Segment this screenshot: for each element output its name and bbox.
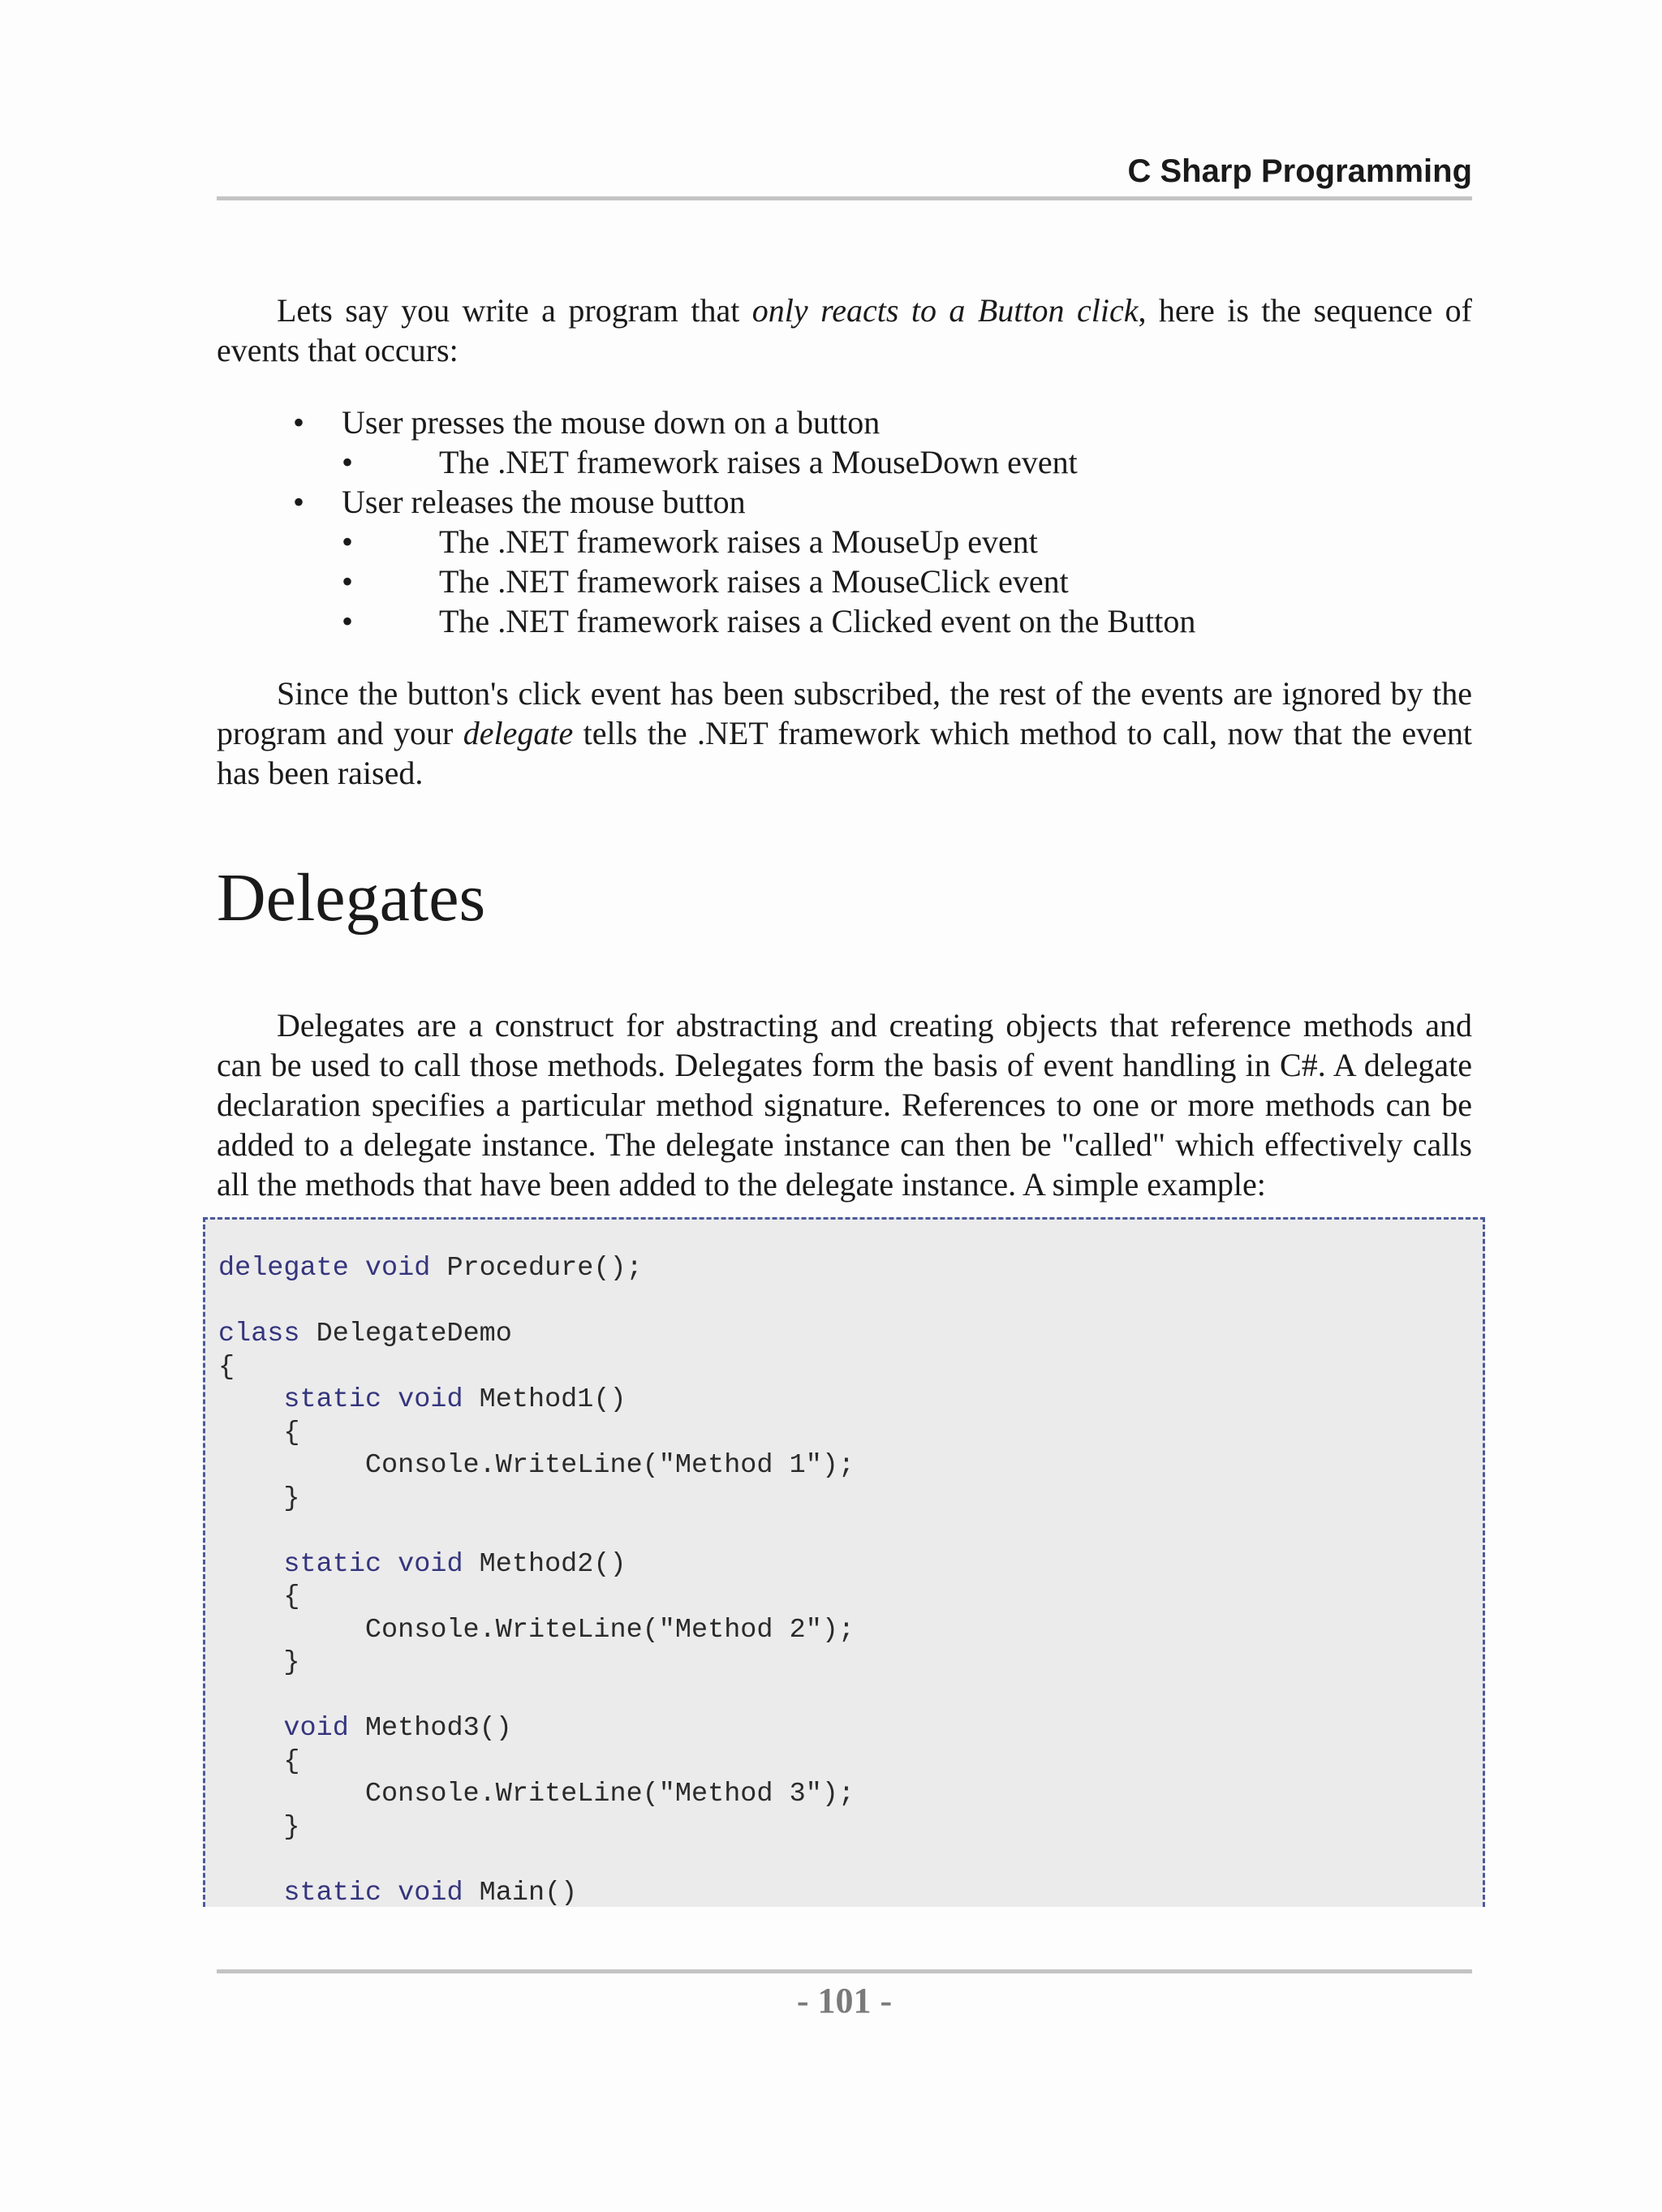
code-token: Method1() bbox=[463, 1384, 626, 1415]
code-keyword: static void bbox=[283, 1877, 463, 1907]
code-token bbox=[218, 1713, 283, 1744]
bullet-icon: • bbox=[342, 444, 354, 480]
code-line bbox=[218, 1745, 1483, 1779]
code-line bbox=[218, 1515, 1483, 1548]
code-keyword: void bbox=[283, 1713, 349, 1744]
footer-rule bbox=[217, 1969, 1472, 1973]
code-token: Console.WriteLine("Method 2"); bbox=[218, 1614, 855, 1646]
summary-text-after: tells the .NET framework which method to call, now that the event has been raised. bbox=[217, 715, 1472, 791]
summary-emphasis: delegate bbox=[463, 715, 574, 751]
code-line bbox=[218, 1449, 1483, 1483]
intro-text-before: Lets say you write a program that bbox=[277, 292, 752, 329]
code-token bbox=[218, 1549, 283, 1580]
code-line bbox=[218, 1351, 1483, 1384]
code-line bbox=[218, 1680, 1483, 1713]
bullet-icon: • bbox=[342, 523, 354, 560]
summary-text-before: Since the button's click event has been subscribed, the rest of the events are ignored by the program and your bbox=[217, 675, 1472, 751]
summary-paragraph bbox=[217, 673, 1472, 793]
code-line bbox=[218, 1712, 1483, 1745]
event-subitem bbox=[342, 562, 1472, 601]
code-token: { bbox=[218, 1582, 300, 1612]
bullet-icon: • bbox=[342, 603, 354, 639]
code-line bbox=[218, 1252, 1483, 1285]
code-line bbox=[218, 1877, 1483, 1908]
code-token: DelegateDemo bbox=[299, 1319, 512, 1349]
event-subitem bbox=[342, 442, 1472, 482]
code-token: Console.WriteLine("Method 3"); bbox=[218, 1779, 855, 1810]
code-token: Method2() bbox=[463, 1548, 626, 1580]
event-label: User releases the mouse button bbox=[342, 484, 746, 520]
code-line bbox=[218, 1384, 1483, 1417]
header-title: C Sharp Programming bbox=[1127, 153, 1472, 189]
code-token: { bbox=[218, 1745, 300, 1777]
event-subitem-label: The .NET framework raises a MouseClick event bbox=[439, 563, 1069, 600]
event-subitem-label: The .NET framework raises a MouseDown event bbox=[439, 444, 1078, 480]
event-subitem-label: The .NET framework raises a Clicked event on the Button bbox=[439, 603, 1196, 639]
code-line bbox=[218, 1844, 1483, 1877]
code-token: } bbox=[218, 1483, 300, 1514]
event-subitem-label: The .NET framework raises a MouseUp event bbox=[439, 523, 1038, 560]
code-line bbox=[218, 1778, 1483, 1811]
event-subitem bbox=[342, 601, 1472, 641]
event-sublist bbox=[342, 522, 1472, 641]
code-token bbox=[218, 1878, 283, 1908]
code-token: { bbox=[218, 1417, 300, 1448]
code-token: { bbox=[218, 1351, 235, 1383]
code-line bbox=[218, 1548, 1483, 1582]
code-token bbox=[218, 1384, 283, 1415]
code-token: Main() bbox=[463, 1877, 578, 1907]
code-line bbox=[218, 1811, 1483, 1844]
code-line bbox=[218, 1646, 1483, 1680]
bullet-icon: • bbox=[342, 563, 354, 600]
code-line bbox=[218, 1614, 1483, 1647]
code-line bbox=[218, 1285, 1483, 1319]
code-token: Console.WriteLine("Method 1"); bbox=[218, 1450, 855, 1481]
code-line bbox=[218, 1318, 1483, 1351]
code-token: } bbox=[218, 1647, 300, 1678]
intro-paragraph bbox=[217, 290, 1472, 370]
code-line bbox=[218, 1581, 1483, 1614]
code-token: } bbox=[218, 1811, 300, 1843]
event-sequence-list bbox=[217, 402, 1472, 641]
event-label: User presses the mouse down on a button bbox=[342, 404, 881, 441]
intro-text-after: , here is the sequence of events that occurs: bbox=[217, 292, 1473, 368]
event-subitem bbox=[342, 522, 1472, 562]
bullet-icon: • bbox=[293, 484, 305, 520]
code-keyword: delegate void bbox=[218, 1253, 431, 1284]
bullet-icon: • bbox=[293, 404, 305, 441]
code-token: Procedure(); bbox=[430, 1253, 643, 1284]
delegates-paragraph: Delegates are a construct for abstracting and creating objects that reference methods and can be used to call those methods. Delegates form the basis of event handling in C#. A delegate declaration specifies a particular method signature. References to one or more methods can be added to a delegate instance. The delegate instance can then be "called" which effectively calls all the methods that have been added to the delegate instance. A simple example: bbox=[217, 1007, 1472, 1203]
code-keyword: class bbox=[218, 1319, 300, 1349]
event-sublist bbox=[342, 442, 1472, 482]
code-keyword: static void bbox=[283, 1548, 463, 1580]
page-number: - 101 - bbox=[796, 1981, 893, 2020]
event-list-item bbox=[217, 402, 1472, 482]
code-keyword: static void bbox=[283, 1384, 463, 1415]
page-content bbox=[217, 290, 1472, 1204]
event-list-item bbox=[217, 482, 1472, 641]
code-line bbox=[218, 1483, 1483, 1516]
code-token: Method3() bbox=[348, 1713, 512, 1744]
running-header bbox=[217, 151, 1472, 200]
code-text bbox=[205, 1220, 1483, 1907]
intro-emphasis: only reacts to a Button click bbox=[751, 292, 1139, 329]
code-line bbox=[218, 1417, 1483, 1450]
section-heading: Delegates bbox=[217, 860, 486, 936]
code-listing bbox=[203, 1217, 1485, 1907]
